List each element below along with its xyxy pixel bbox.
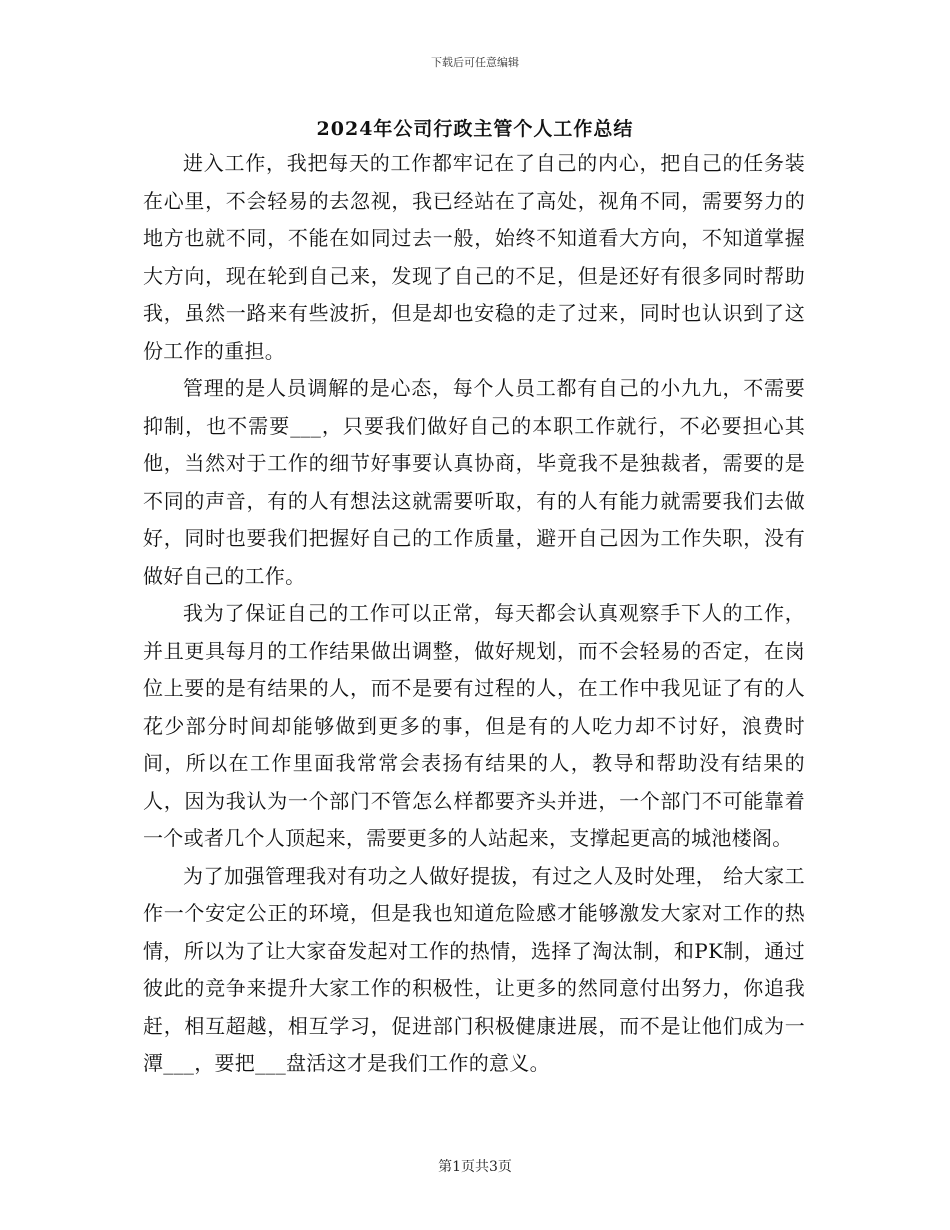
paragraph-4: 为了加强管理我对有功之人做好提拔，有过之人及时处理， 给大家工作一个安定公正的环境，但是我也知道危险感才能够激发大家对工作的热情，所以为了让大家奋发起对工作的热情，选择了淘汰制，和PK制，通过彼此的竞争来提升大家工作的积极性，让更多的然同意付出努力，你追我赶，相互超越，相互学习，促进部门积极健康进展，而不是让他们成为一潭___，要把___盘活这才是我们工作的意义。 <box>143 863 805 1075</box>
paragraph-1: 进入工作，我把每天的工作都牢记在了自己的内心，把自己的任务装在心里，不会轻易的去忽视，我已经站在了高处，视角不同，需要努力的地方也就不同，不能在如同过去一般，始终不知道看大方向，不知道掌握大方向，现在轮到自己来，发现了自己的不足，但是还好有很多同时帮助我，虽然一路来有些波折，但是却也安稳的走了过来，同时也认识到了这份工作的重担。 <box>143 151 805 363</box>
page-number: 第1页共3页 <box>438 1159 512 1175</box>
paragraph-2: 管理的是人员调解的是心态，每个人员工都有自己的小九九，不需要抑制，也不需要___，只要我们做好自己的本职工作就行，不必要担心其他，当然对于工作的细节好事要认真协商，毕竟我不是独裁者，需要的是不同的声音，有的人有想法这就需要听取，有的人有能力就需要我们去做好，同时也要我们把握好自己的工作质量，避开自己因为工作失职，没有做好自己的工作。 <box>143 376 805 588</box>
paragraph-3: 我为了保证自己的工作可以正常，每天都会认真观察手下人的工作，并且更具每月的工作结果做出调整，做好规划，而不会轻易的否定，在岗位上要的是有结果的人，而不是要有过程的人，在工作中我见证了有的人花少部分时间却能够做到更多的事，但是有的人吃力却不讨好，浪费时间，所以在工作里面我常常会表扬有结果的人，教导和帮助没有结果的人，因为我认为一个部门不管怎么样都要齐头并进，一个部门不可能靠着一个或者几个人顶起来，需要更多的人站起来，支撑起更高的城池楼阁。 <box>143 601 805 850</box>
document-body <box>143 145 805 1083</box>
document-title: 2024年公司行政主管个人工作总结 <box>316 118 634 140</box>
header-note: 下载后可任意编辑 <box>431 56 519 69</box>
